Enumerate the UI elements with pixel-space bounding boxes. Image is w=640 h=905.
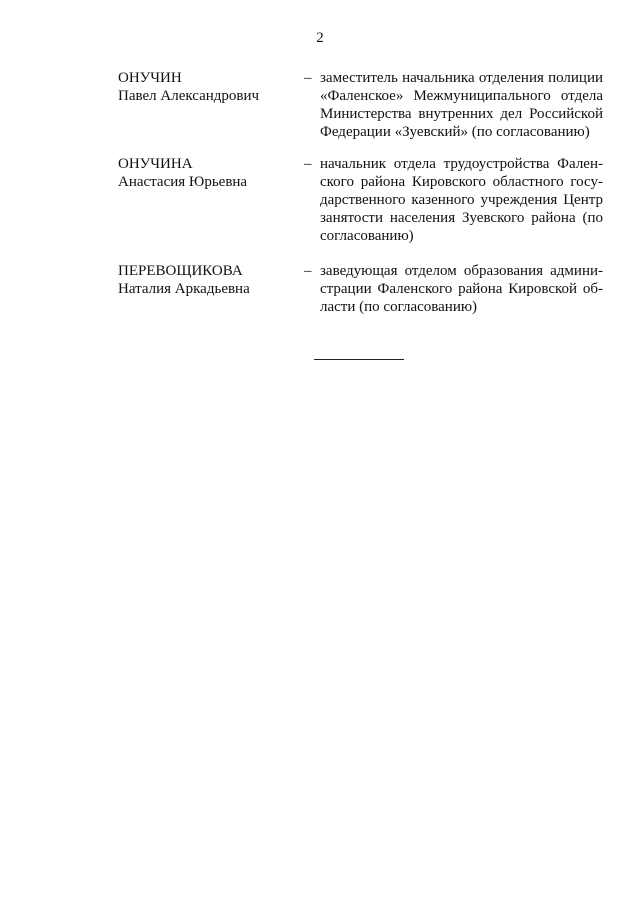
member-position (320, 155, 603, 245)
member-position (320, 69, 603, 141)
position-line: Министерства внутренних дел Российской (320, 106, 603, 122)
position-line: заведующая отделом образования админи- (320, 263, 603, 279)
member-given-name: Анастасия Юрьевна (118, 174, 248, 190)
member-surname: ОНУЧИН (118, 70, 182, 86)
position-line: ласти (по согласованию) (320, 299, 478, 315)
position-line: занятости населения Зуевского района (по (320, 210, 603, 226)
position-line: согласованию) (320, 228, 414, 244)
position-line: «Фаленское» Межмуниципального отдела (320, 88, 603, 104)
position-line: дарственного казенного учреждения Центр (320, 192, 603, 208)
position-line: заместитель начальника отделения полиции (320, 70, 603, 86)
position-line: начальник отдела трудоустройства Фален- (320, 156, 603, 172)
member-name (118, 155, 298, 191)
position-line: Федерации «Зуевский» (по согласованию) (320, 124, 590, 140)
entry-dash: – (304, 156, 312, 172)
member-name (118, 69, 298, 105)
position-line: ского района Кировского областного госу- (320, 174, 603, 190)
member-surname: ПЕРЕВОЩИКОВА (118, 263, 243, 279)
entry-dash: – (304, 263, 312, 279)
page-number: 2 (316, 30, 324, 46)
end-of-list-rule (314, 359, 404, 360)
member-given-name: Павел Александрович (118, 88, 260, 104)
member-given-name: Наталия Аркадьевна (118, 281, 250, 297)
member-surname: ОНУЧИНА (118, 156, 193, 172)
member-name (118, 262, 298, 298)
position-line: страции Фаленского района Кировской об- (320, 281, 603, 297)
member-position (320, 262, 603, 316)
entry-dash: – (304, 70, 312, 86)
